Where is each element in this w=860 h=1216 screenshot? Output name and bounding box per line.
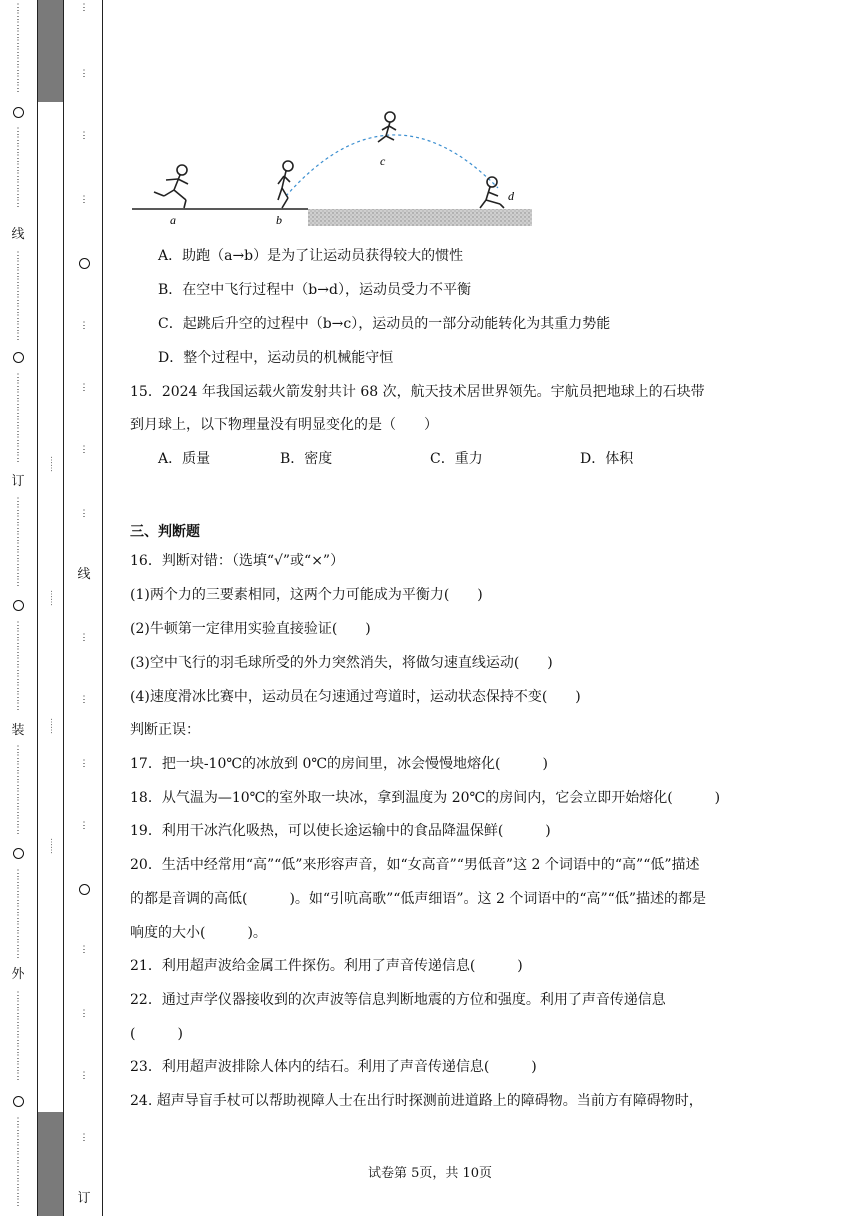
q14-option-a: A．助跑（a→b）是为了让运动员获得较大的惯性	[158, 248, 464, 264]
dotted-line: ⋮	[79, 383, 89, 393]
strip-mark: ……	[49, 718, 58, 734]
inner-label-xian: 线	[77, 567, 91, 582]
inner-label-ding: 订	[77, 1191, 91, 1206]
dotted-line: ⋮ ⋮ ⋮ ⋮ ⋮ ⋮ ⋮ ⋮ ⋮ ⋮	[13, 251, 23, 342]
dotted-line: ⋮	[79, 759, 89, 769]
strip-mark: ……	[49, 838, 58, 854]
dotted-line: ⋮ ⋮ ⋮ ⋮ ⋮ ⋮ ⋮ ⋮ ⋮ ⋮	[13, 991, 23, 1082]
q14-option-b: B．在空中飞行过程中（b→d），运动员受力不平衡	[158, 282, 471, 298]
q19: 19．利用干冰汽化吸热，可以使长途运输中的食品降温保鲜( )	[130, 823, 551, 839]
grey-bar-bottom	[38, 1112, 63, 1216]
q15-option-a: A．质量	[158, 451, 211, 467]
label-d: d	[508, 189, 514, 203]
runner-figure-a	[154, 165, 188, 208]
margin-label-zhuang: 装	[11, 723, 25, 738]
q15-option-c: C．重力	[430, 451, 483, 467]
punch-hole-circle	[79, 884, 90, 895]
margin-label-wai: 外	[11, 967, 25, 982]
q15-option-d: D．体积	[580, 451, 634, 467]
margin-border-line	[102, 0, 103, 1216]
q21: 21．利用超声波给金属工件探伤。利用了声音传递信息( )	[130, 958, 523, 974]
punch-hole-circle	[13, 1096, 24, 1107]
q22-line1: 22．通过声学仪器接收到的次声波等信息判断地震的方位和强度。利用了声音传递信息	[130, 992, 666, 1008]
q22-line2: ( )	[130, 1026, 183, 1042]
dotted-line: ⋮	[79, 695, 89, 705]
dotted-line: ⋮	[79, 633, 89, 643]
label-b: b	[276, 213, 282, 227]
dotted-line: ⋮	[79, 1009, 89, 1019]
q16-item-1: (1)两个力的三要素相同，这两个力可能成为平衡力( )	[130, 587, 483, 603]
trajectory-dashed-curve	[286, 135, 498, 196]
dotted-line: ⋮ ⋮ ⋮ ⋮ ⋮ ⋮ ⋮ ⋮ ⋮ ⋮	[13, 373, 23, 464]
inner-binding-margin	[64, 0, 102, 1216]
q20-line3: 响度的大小( )。	[130, 925, 267, 941]
dotted-line-lower: ⋮ ⋮ ⋮ ⋮ ⋮ ⋮ ⋮ ⋮ ⋮ ⋮	[13, 1117, 23, 1208]
punch-hole-circle	[79, 258, 90, 269]
dotted-line: ⋮ ⋮ ⋮ ⋮ ⋮ ⋮ ⋮ ⋮ ⋮ ⋮	[13, 497, 23, 588]
dotted-line: ⋮	[79, 945, 89, 955]
q16-item-4: (4)速度滑冰比赛中，运动员在匀速通过弯道时，运动状态保持不变( )	[130, 689, 581, 705]
dotted-line: ⋮ ⋮ ⋮ ⋮ ⋮ ⋮ ⋮ ⋮ ⋮ ⋮	[13, 745, 23, 836]
punch-hole-circle	[13, 107, 24, 118]
q15-option-b: B．密度	[280, 451, 333, 467]
dotted-line: ⋮	[79, 3, 89, 13]
dotted-line: ⋮	[79, 69, 89, 79]
q17: 17．把一块-10℃的冰放到 0℃的房间里，冰会慢慢地熔化( )	[130, 756, 548, 772]
margin-label-xian: 线	[11, 227, 25, 242]
outer-binding-margin	[0, 0, 36, 1216]
margin-border-line	[37, 0, 38, 1216]
dotted-line: ⋮	[79, 321, 89, 331]
q14-option-d: D．整个过程中，运动员的机械能守恒	[158, 350, 394, 366]
section-title: 三、判断题	[130, 524, 200, 540]
takeoff-figure-b	[278, 161, 293, 208]
dotted-line: ⋮	[79, 509, 89, 519]
label-a: a	[170, 213, 176, 227]
flight-figure-c	[378, 112, 396, 142]
punch-hole-circle	[13, 352, 24, 363]
dotted-line: ⋮	[79, 195, 89, 205]
dotted-line-upper: ⋮ ⋮ ⋮ ⋮ ⋮ ⋮ ⋮ ⋮ ⋮ ⋮	[13, 3, 23, 94]
punch-hole-circle	[13, 600, 24, 611]
strip-mark: ……	[49, 590, 58, 606]
q16-item-2: (2)牛顿第一定律用实验直接验证( )	[130, 621, 371, 637]
dotted-line: ⋮	[79, 1071, 89, 1081]
dotted-line: ⋮	[79, 1133, 89, 1143]
q23: 23．利用超声波排除人体内的结石。利用了声音传递信息( )	[130, 1059, 537, 1075]
judge-label: 判断正误：	[130, 722, 200, 738]
long-jump-figure	[128, 108, 548, 228]
q14-option-c: C．起跳后升空的过程中（b→c），运动员的一部分动能转化为其重力势能	[158, 316, 611, 332]
dotted-line: ⋮ ⋮ ⋮ ⋮ ⋮ ⋮ ⋮ ⋮ ⋮ ⋮	[13, 869, 23, 960]
sand-pit	[308, 209, 532, 226]
landing-figure-d	[480, 177, 504, 208]
q20-line2: 的都是音调的高低( )。如“引吭高歌”“低声细语”。这 2 个词语中的“高”“低”描述的都是	[130, 891, 706, 907]
q24-line1: 24. 超声导盲手杖可以帮助视障人士在出行时探测前进道路上的障碍物。当前方有障碍物时，	[130, 1093, 703, 1109]
dotted-line: ⋮ ⋮ ⋮ ⋮ ⋮ ⋮ ⋮ ⋮ ⋮ ⋮	[13, 621, 23, 712]
strip-mark: ……	[49, 456, 58, 472]
dotted-line: ⋮ ⋮ ⋮ ⋮ ⋮ ⋮ ⋮ ⋮ ⋮	[13, 127, 23, 209]
q18: 18．从气温为—10℃的室外取一块冰，拿到温度为 20℃的房间内，它会立即开始熔化( )	[130, 790, 721, 806]
dotted-line: ⋮	[79, 131, 89, 141]
dotted-line: ⋮	[79, 445, 89, 455]
q15-stem-line1: 15．2024 年我国运载火箭发射共计 68 次，航天技术居世界领先。宇航员把地球上的石块带	[130, 384, 705, 400]
q16-stem: 16．判断对错：（选填“√”或“×”）	[130, 553, 345, 569]
punch-hole-circle	[13, 848, 24, 859]
margin-label-ding: 订	[11, 474, 25, 489]
q15-stem-line2: 到月球上，以下物理量没有明显变化的是（ ）	[130, 417, 438, 433]
q16-item-3: (3)空中飞行的羽毛球所受的外力突然消失，将做匀速直线运动( )	[130, 655, 553, 671]
q20-line1: 20．生活中经常用“高”“低”来形容声音，如“女高音”“男低音”这 2 个词语中的“高”“低”描述	[130, 857, 700, 873]
grey-bar-top	[38, 0, 63, 102]
label-c: c	[380, 154, 386, 168]
page-footer: 试卷第 5页，共 10页	[367, 1166, 493, 1181]
dotted-line: ⋮	[79, 821, 89, 831]
